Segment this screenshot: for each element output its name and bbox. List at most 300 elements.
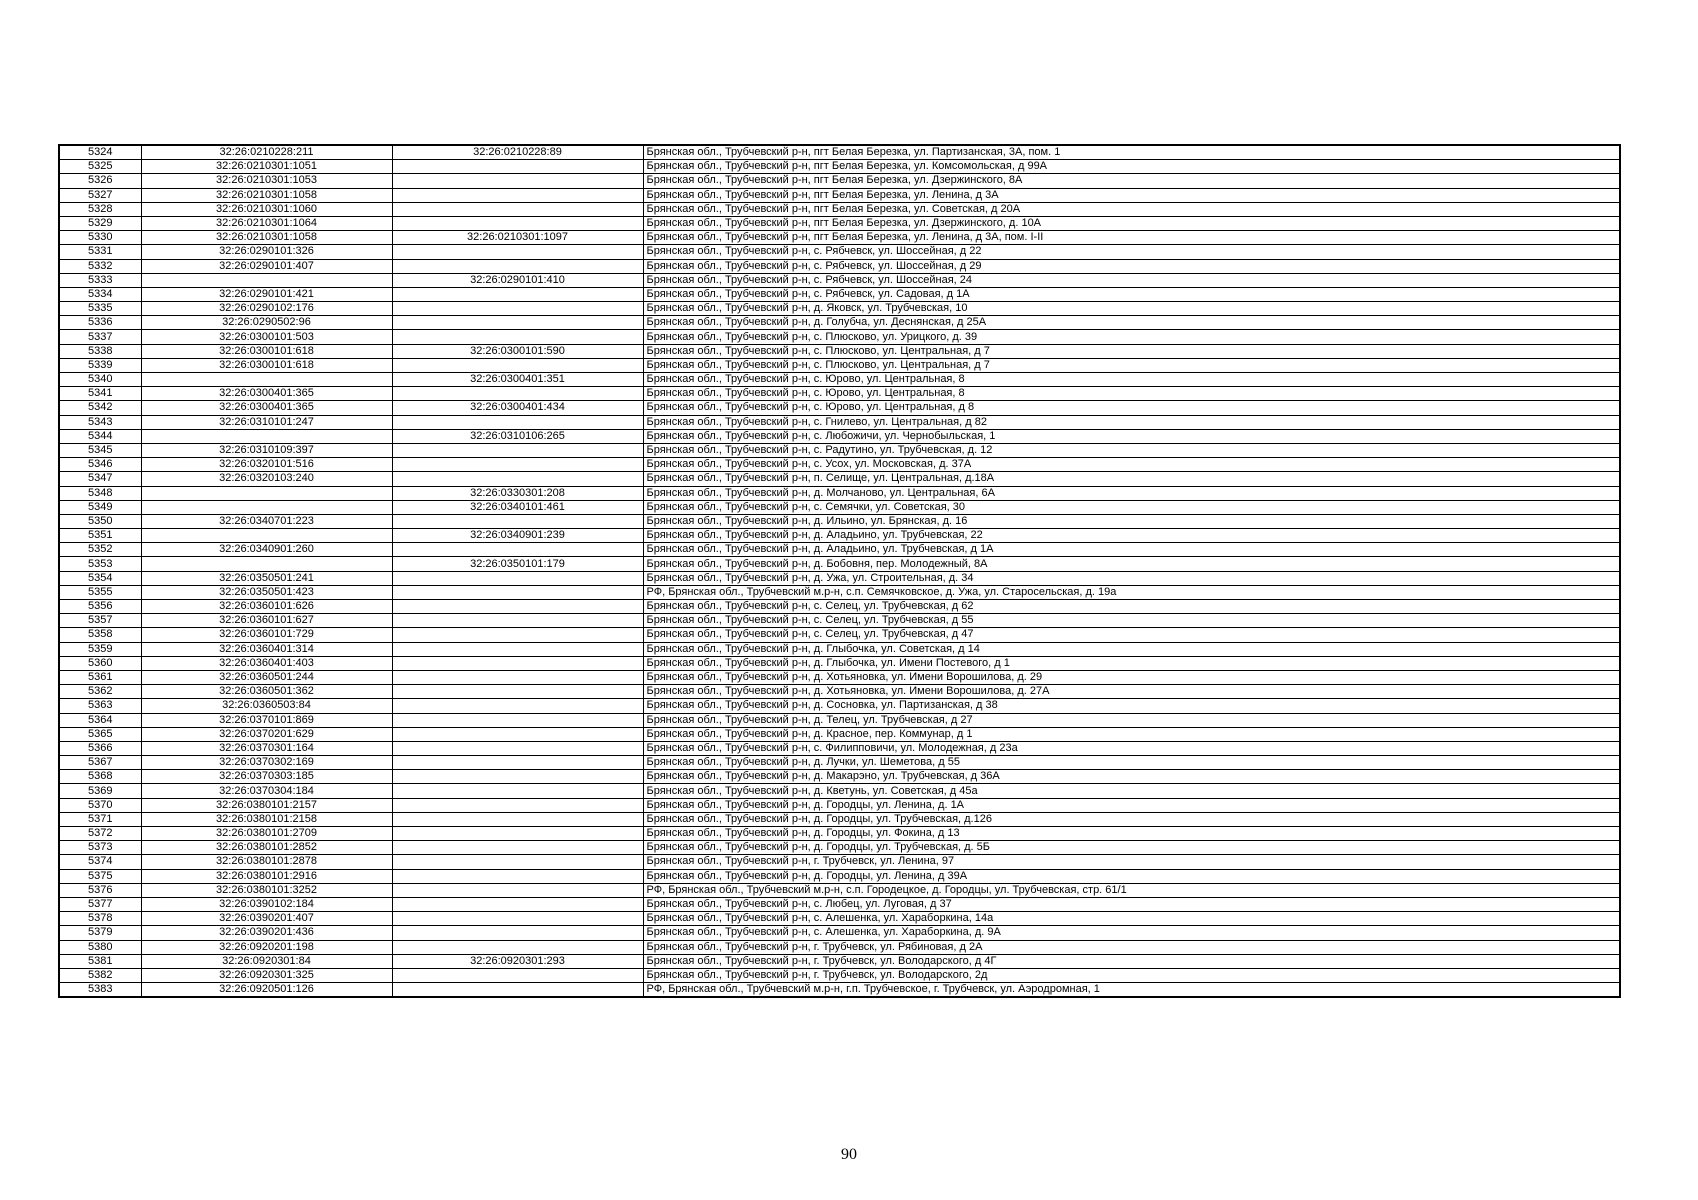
address-cell: Брянская обл., Трубчевский р-н, г. Трубчевск, ул. Ленина, 97	[643, 855, 1620, 869]
table-row	[59, 231, 1620, 245]
row-number-cell: 5361	[59, 670, 141, 684]
cadastral-number-cell: 32:26:0390201:407	[141, 912, 392, 926]
row-number-cell: 5337	[59, 330, 141, 344]
cadastral-number-cell: 32:26:0380101:3252	[141, 883, 392, 897]
row-number-cell: 5370	[59, 798, 141, 812]
row-number-cell: 5335	[59, 302, 141, 316]
row-number-cell: 5356	[59, 600, 141, 614]
row-number-cell: 5362	[59, 685, 141, 699]
table-row	[59, 202, 1620, 216]
cadastral-number-cell: 32:26:0290101:326	[141, 245, 392, 259]
table-row	[59, 699, 1620, 713]
cadastral-number-cell: 32:26:0380101:2157	[141, 798, 392, 812]
cadastral-number-cell	[141, 500, 392, 514]
table-row	[59, 841, 1620, 855]
row-number-cell: 5352	[59, 543, 141, 557]
parent-cadastral-number-cell	[392, 812, 643, 826]
parent-cadastral-number-cell	[392, 897, 643, 911]
parent-cadastral-number-cell	[392, 685, 643, 699]
cadastral-number-cell: 32:26:0290101:421	[141, 287, 392, 301]
table-row	[59, 770, 1620, 784]
row-number-cell: 5342	[59, 401, 141, 415]
address-cell: Брянская обл., Трубчевский р-н, г. Трубчевск, ул. Рябиновая, д 2А	[643, 940, 1620, 954]
row-number-cell: 5338	[59, 344, 141, 358]
parent-cadastral-number-cell	[392, 855, 643, 869]
row-number-cell: 5333	[59, 273, 141, 287]
address-cell: Брянская обл., Трубчевский р-н, с. Плюсково, ул. Урицкого, д. 39	[643, 330, 1620, 344]
address-cell: Брянская обл., Трубчевский р-н, пгт Белая Березка, ул. Дзержинского, 8А	[643, 174, 1620, 188]
parent-cadastral-number-cell	[392, 571, 643, 585]
table-row	[59, 897, 1620, 911]
parent-cadastral-number-cell	[392, 827, 643, 841]
parent-cadastral-number-cell: 32:26:0300401:351	[392, 373, 643, 387]
row-number-cell: 5368	[59, 770, 141, 784]
row-number-cell: 5366	[59, 741, 141, 755]
row-number-cell: 5345	[59, 443, 141, 457]
parent-cadastral-number-cell: 32:26:0340101:461	[392, 500, 643, 514]
table-row	[59, 302, 1620, 316]
cadastral-number-cell: 32:26:0360501:362	[141, 685, 392, 699]
address-cell: Брянская обл., Трубчевский р-н, д. Телец, ул. Трубчевская, д 27	[643, 713, 1620, 727]
cadastral-number-cell	[141, 529, 392, 543]
parent-cadastral-number-cell	[392, 302, 643, 316]
cadastral-number-cell: 32:26:0380101:2878	[141, 855, 392, 869]
parent-cadastral-number-cell	[392, 656, 643, 670]
parent-cadastral-number-cell	[392, 756, 643, 770]
row-number-cell: 5379	[59, 926, 141, 940]
parent-cadastral-number-cell	[392, 387, 643, 401]
address-cell: Брянская обл., Трубчевский р-н, пгт Белая Березка, ул. Ленина, д 3А	[643, 188, 1620, 202]
parent-cadastral-number-cell	[392, 798, 643, 812]
table-row	[59, 373, 1620, 387]
parent-cadastral-number-cell	[392, 770, 643, 784]
table-row	[59, 600, 1620, 614]
table-row	[59, 812, 1620, 826]
address-cell: Брянская обл., Трубчевский р-н, пгт Белая Березка, ул. Советская, д 20А	[643, 202, 1620, 216]
address-cell: Брянская обл., Трубчевский р-н, с. Юрово, ул. Центральная, 8	[643, 387, 1620, 401]
address-cell: Брянская обл., Трубчевский р-н, д. Лучки, ул. Шеметова, д 55	[643, 756, 1620, 770]
address-cell: Брянская обл., Трубчевский р-н, д. Яковск, ул. Трубчевская, 10	[643, 302, 1620, 316]
address-cell: Брянская обл., Трубчевский р-н, д. Хотьяновка, ул. Имени Ворошилова, д. 27А	[643, 685, 1620, 699]
table-row	[59, 500, 1620, 514]
address-cell: Брянская обл., Трубчевский р-н, д. Городцы, ул. Ленина, д. 1А	[643, 798, 1620, 812]
table-row	[59, 926, 1620, 940]
parent-cadastral-number-cell	[392, 514, 643, 528]
table-row	[59, 344, 1620, 358]
row-number-cell: 5348	[59, 486, 141, 500]
row-number-cell: 5347	[59, 472, 141, 486]
parent-cadastral-number-cell	[392, 741, 643, 755]
address-cell: Брянская обл., Трубчевский р-н, с. Рябчевск, ул. Шоссейная, д 22	[643, 245, 1620, 259]
table-row	[59, 741, 1620, 755]
table-row	[59, 174, 1620, 188]
cadastral-number-cell: 32:26:0360101:627	[141, 614, 392, 628]
address-cell: Брянская обл., Трубчевский р-н, с. Любожичи, ул. Чернобыльская, 1	[643, 429, 1620, 443]
address-cell: Брянская обл., Трубчевский р-н, с. Радутино, ул. Трубчевская, д. 12	[643, 443, 1620, 457]
row-number-cell: 5329	[59, 216, 141, 230]
parent-cadastral-number-cell	[392, 287, 643, 301]
parent-cadastral-number-cell	[392, 259, 643, 273]
address-cell: Брянская обл., Трубчевский р-н, д. Городцы, ул. Трубчевская, д. 5Б	[643, 841, 1620, 855]
cadastral-number-cell: 32:26:0380101:2158	[141, 812, 392, 826]
address-cell: Брянская обл., Трубчевский р-н, пгт Белая Березка, ул. Комсомольская, д 99А	[643, 160, 1620, 174]
cadastral-number-cell: 32:26:0380101:2852	[141, 841, 392, 855]
row-number-cell: 5377	[59, 897, 141, 911]
address-cell: Брянская обл., Трубчевский р-н, с. Гнилево, ул. Центральная, д 82	[643, 415, 1620, 429]
parent-cadastral-number-cell	[392, 614, 643, 628]
address-cell: Брянская обл., Трубчевский р-н, с. Юрово, ул. Центральная, д 8	[643, 401, 1620, 415]
row-number-cell: 5364	[59, 713, 141, 727]
row-number-cell: 5353	[59, 557, 141, 571]
parent-cadastral-number-cell	[392, 841, 643, 855]
cadastral-number-cell: 32:26:0370101:869	[141, 713, 392, 727]
parent-cadastral-number-cell	[392, 600, 643, 614]
row-number-cell: 5340	[59, 373, 141, 387]
cadastral-number-cell: 32:26:0380101:2916	[141, 869, 392, 883]
table-row	[59, 145, 1620, 160]
row-number-cell: 5357	[59, 614, 141, 628]
cadastral-number-cell: 32:26:0210301:1051	[141, 160, 392, 174]
table-row	[59, 273, 1620, 287]
parent-cadastral-number-cell	[392, 713, 643, 727]
row-number-cell: 5369	[59, 784, 141, 798]
parent-cadastral-number-cell	[392, 174, 643, 188]
table-row	[59, 529, 1620, 543]
cadastral-number-cell: 32:26:0310109:397	[141, 443, 392, 457]
cadastral-number-cell: 32:26:0300101:618	[141, 358, 392, 372]
table-row	[59, 415, 1620, 429]
row-number-cell: 5327	[59, 188, 141, 202]
table-row	[59, 245, 1620, 259]
row-number-cell: 5371	[59, 812, 141, 826]
parent-cadastral-number-cell	[392, 642, 643, 656]
cadastral-number-cell: 32:26:0300101:618	[141, 344, 392, 358]
parent-cadastral-number-cell: 32:26:0300101:590	[392, 344, 643, 358]
row-number-cell: 5336	[59, 316, 141, 330]
cadastral-number-cell: 32:26:0370201:629	[141, 727, 392, 741]
address-cell: Брянская обл., Трубчевский р-н, с. Алешенка, ул. Хараборкина, 14а	[643, 912, 1620, 926]
table-row	[59, 472, 1620, 486]
row-number-cell: 5324	[59, 145, 141, 160]
parent-cadastral-number-cell	[392, 585, 643, 599]
cadastral-number-cell: 32:26:0360101:729	[141, 628, 392, 642]
cadastral-number-cell: 32:26:0290101:407	[141, 259, 392, 273]
address-cell: Брянская обл., Трубчевский р-н, пгт Белая Березка, ул. Партизанская, 3А, пом. 1	[643, 145, 1620, 160]
address-cell: Брянская обл., Трубчевский р-н, д. Глыбочка, ул. Советская, д 14	[643, 642, 1620, 656]
parent-cadastral-number-cell	[392, 443, 643, 457]
row-number-cell: 5326	[59, 174, 141, 188]
parent-cadastral-number-cell	[392, 316, 643, 330]
row-number-cell: 5374	[59, 855, 141, 869]
address-cell: Брянская обл., Трубчевский р-н, пгт Белая Березка, ул. Ленина, д 3А, пом. I-II	[643, 231, 1620, 245]
row-number-cell: 5334	[59, 287, 141, 301]
address-cell: Брянская обл., Трубчевский р-н, д. Сосновка, ул. Партизанская, д 38	[643, 699, 1620, 713]
cadastral-number-cell: 32:26:0370301:164	[141, 741, 392, 755]
row-number-cell: 5382	[59, 968, 141, 982]
address-cell: Брянская обл., Трубчевский р-н, пгт Белая Березка, ул. Дзержинского, д. 10А	[643, 216, 1620, 230]
cadastral-number-cell: 32:26:0920301:84	[141, 954, 392, 968]
table-row	[59, 259, 1620, 273]
table-row	[59, 188, 1620, 202]
cadastral-number-cell: 32:26:0360503:84	[141, 699, 392, 713]
cadastral-number-cell: 32:26:0320103:240	[141, 472, 392, 486]
table-row	[59, 869, 1620, 883]
table-row	[59, 912, 1620, 926]
cadastral-number-cell: 32:26:0310101:247	[141, 415, 392, 429]
cadastral-number-cell: 32:26:0210228:211	[141, 145, 392, 160]
table-row	[59, 216, 1620, 230]
address-cell: Брянская обл., Трубчевский р-н, г. Трубчевск, ул. Володарского, д 4Г	[643, 954, 1620, 968]
parent-cadastral-number-cell: 32:26:0210301:1097	[392, 231, 643, 245]
row-number-cell: 5378	[59, 912, 141, 926]
table-row	[59, 827, 1620, 841]
cadastral-number-cell: 32:26:0380101:2709	[141, 827, 392, 841]
cadastral-number-cell: 32:26:0290102:176	[141, 302, 392, 316]
table-row	[59, 458, 1620, 472]
table-row	[59, 571, 1620, 585]
address-cell: Брянская обл., Трубчевский р-н, д. Молчаново, ул. Центральная, 6А	[643, 486, 1620, 500]
address-cell: Брянская обл., Трубчевский р-н, с. Рябчевск, ул. Шоссейная, 24	[643, 273, 1620, 287]
row-number-cell: 5381	[59, 954, 141, 968]
address-cell: Брянская обл., Трубчевский р-н, п. Селище, ул. Центральная, д.18А	[643, 472, 1620, 486]
address-cell: Брянская обл., Трубчевский р-н, д. Городцы, ул. Фокина, д 13	[643, 827, 1620, 841]
cadastral-number-cell: 32:26:0920201:198	[141, 940, 392, 954]
address-cell: Брянская обл., Трубчевский р-н, г. Трубчевск, ул. Володарского, 2д	[643, 968, 1620, 982]
parent-cadastral-number-cell	[392, 912, 643, 926]
row-number-cell: 5380	[59, 940, 141, 954]
parent-cadastral-number-cell	[392, 543, 643, 557]
cadastral-number-cell	[141, 429, 392, 443]
parent-cadastral-number-cell	[392, 188, 643, 202]
cadastral-number-cell	[141, 373, 392, 387]
parent-cadastral-number-cell	[392, 415, 643, 429]
address-cell: Брянская обл., Трубчевский р-н, д. Макарэно, ул. Трубчевская, д 36А	[643, 770, 1620, 784]
parent-cadastral-number-cell	[392, 160, 643, 174]
address-cell: Брянская обл., Трубчевский р-н, д. Глыбочка, ул. Имени Постевого, д 1	[643, 656, 1620, 670]
row-number-cell: 5358	[59, 628, 141, 642]
cadastral-number-cell	[141, 273, 392, 287]
table-row	[59, 543, 1620, 557]
address-cell: Брянская обл., Трубчевский р-н, д. Городцы, ул. Трубчевская, д.126	[643, 812, 1620, 826]
parent-cadastral-number-cell	[392, 869, 643, 883]
address-cell: Брянская обл., Трубчевский р-н, с. Любец, ул. Луговая, д 37	[643, 897, 1620, 911]
cadastral-number-cell: 32:26:0300401:365	[141, 401, 392, 415]
cadastral-number-cell: 32:26:0350501:241	[141, 571, 392, 585]
row-number-cell: 5360	[59, 656, 141, 670]
table-row	[59, 756, 1620, 770]
address-cell: Брянская обл., Трубчевский р-н, д. Ужа, ул. Строительная, д. 34	[643, 571, 1620, 585]
parent-cadastral-number-cell	[392, 216, 643, 230]
row-number-cell: 5341	[59, 387, 141, 401]
parent-cadastral-number-cell: 32:26:0330301:208	[392, 486, 643, 500]
row-number-cell: 5344	[59, 429, 141, 443]
table-row	[59, 784, 1620, 798]
row-number-cell: 5367	[59, 756, 141, 770]
row-number-cell: 5350	[59, 514, 141, 528]
address-cell: РФ, Брянская обл., Трубчевский м.р-н, с.п. Городецкое, д. Городцы, ул. Трубчевская, стр. 61/1	[643, 883, 1620, 897]
cadastral-number-cell: 32:26:0370302:169	[141, 756, 392, 770]
parent-cadastral-number-cell	[392, 245, 643, 259]
parent-cadastral-number-cell	[392, 727, 643, 741]
table-row	[59, 358, 1620, 372]
parent-cadastral-number-cell	[392, 358, 643, 372]
table-row	[59, 429, 1620, 443]
cadastral-number-cell	[141, 486, 392, 500]
address-cell: Брянская обл., Трубчевский р-н, с. Плюсково, ул. Центральная, д 7	[643, 358, 1620, 372]
cadastral-number-cell: 32:26:0300101:503	[141, 330, 392, 344]
cadastral-number-cell: 32:26:0390102:184	[141, 897, 392, 911]
table-row	[59, 983, 1620, 998]
table-row	[59, 316, 1620, 330]
address-cell: Брянская обл., Трубчевский р-н, с. Филипповичи, ул. Молодежная, д 23а	[643, 741, 1620, 755]
row-number-cell: 5373	[59, 841, 141, 855]
table-row	[59, 883, 1620, 897]
table-row	[59, 954, 1620, 968]
row-number-cell: 5332	[59, 259, 141, 273]
parent-cadastral-number-cell	[392, 330, 643, 344]
address-cell: Брянская обл., Трубчевский р-н, д. Бобовня, пер. Молодежный, 8А	[643, 557, 1620, 571]
cadastral-number-cell: 32:26:0210301:1058	[141, 188, 392, 202]
parent-cadastral-number-cell	[392, 983, 643, 998]
cadastral-number-cell: 32:26:0210301:1053	[141, 174, 392, 188]
cadastral-number-cell: 32:26:0340901:260	[141, 543, 392, 557]
parent-cadastral-number-cell	[392, 784, 643, 798]
cadastral-number-cell: 32:26:0320101:516	[141, 458, 392, 472]
registry-table-body	[59, 145, 1620, 997]
table-row	[59, 557, 1620, 571]
parent-cadastral-number-cell: 32:26:0310106:265	[392, 429, 643, 443]
cadastral-number-cell: 32:26:0360401:403	[141, 656, 392, 670]
parent-cadastral-number-cell: 32:26:0340901:239	[392, 529, 643, 543]
address-cell: Брянская обл., Трубчевский р-н, с. Селец, ул. Трубчевская, д 47	[643, 628, 1620, 642]
table-row	[59, 330, 1620, 344]
table-row	[59, 855, 1620, 869]
cadastral-number-cell: 32:26:0210301:1058	[141, 231, 392, 245]
parent-cadastral-number-cell: 32:26:0920301:293	[392, 954, 643, 968]
row-number-cell: 5343	[59, 415, 141, 429]
cadastral-number-cell: 32:26:0360401:314	[141, 642, 392, 656]
table-row	[59, 614, 1620, 628]
parent-cadastral-number-cell	[392, 883, 643, 897]
table-row	[59, 727, 1620, 741]
address-cell: Брянская обл., Трубчевский р-н, д. Хотьяновка, ул. Имени Ворошилова, д. 29	[643, 670, 1620, 684]
address-cell: Брянская обл., Трубчевский р-н, д. Ильино, ул. Брянская, д. 16	[643, 514, 1620, 528]
parent-cadastral-number-cell: 32:26:0350101:179	[392, 557, 643, 571]
table-row	[59, 160, 1620, 174]
address-cell: Брянская обл., Трубчевский р-н, с. Рябчевск, ул. Шоссейная, д 29	[643, 259, 1620, 273]
cadastral-number-cell: 32:26:0290502:96	[141, 316, 392, 330]
table-row	[59, 401, 1620, 415]
cadastral-number-cell: 32:26:0210301:1064	[141, 216, 392, 230]
row-number-cell: 5375	[59, 869, 141, 883]
parent-cadastral-number-cell	[392, 458, 643, 472]
parent-cadastral-number-cell	[392, 670, 643, 684]
address-cell: Брянская обл., Трубчевский р-н, с. Семячки, ул. Советская, 30	[643, 500, 1620, 514]
cadastral-number-cell: 32:26:0390201:436	[141, 926, 392, 940]
table-row	[59, 628, 1620, 642]
row-number-cell: 5351	[59, 529, 141, 543]
row-number-cell: 5339	[59, 358, 141, 372]
parent-cadastral-number-cell: 32:26:0210228:89	[392, 145, 643, 160]
row-number-cell: 5355	[59, 585, 141, 599]
cadastral-number-cell: 32:26:0920501:126	[141, 983, 392, 998]
cadastral-number-cell: 32:26:0370303:185	[141, 770, 392, 784]
address-cell: Брянская обл., Трубчевский р-н, д. Голубча, ул. Деснянская, д 25А	[643, 316, 1620, 330]
table-row	[59, 940, 1620, 954]
table-row	[59, 713, 1620, 727]
cadastral-number-cell: 32:26:0340701:223	[141, 514, 392, 528]
row-number-cell: 5346	[59, 458, 141, 472]
address-cell: Брянская обл., Трубчевский р-н, с. Плюсково, ул. Центральная, д 7	[643, 344, 1620, 358]
row-number-cell: 5349	[59, 500, 141, 514]
address-cell: Брянская обл., Трубчевский р-н, д. Городцы, ул. Ленина, д 39А	[643, 869, 1620, 883]
table-row	[59, 685, 1620, 699]
parent-cadastral-number-cell	[392, 472, 643, 486]
address-cell: РФ, Брянская обл., Трубчевский м.р-н, г.п. Трубчевское, г. Трубчевск, ул. Аэродромная, 1	[643, 983, 1620, 998]
cadastral-number-cell: 32:26:0360101:626	[141, 600, 392, 614]
address-cell: Брянская обл., Трубчевский р-н, с. Усох, ул. Московская, д. 37А	[643, 458, 1620, 472]
table-row	[59, 670, 1620, 684]
row-number-cell: 5328	[59, 202, 141, 216]
address-cell: Брянская обл., Трубчевский р-н, д. Аладьино, ул. Трубчевская, 22	[643, 529, 1620, 543]
row-number-cell: 5372	[59, 827, 141, 841]
cadastral-number-cell: 32:26:0920301:325	[141, 968, 392, 982]
row-number-cell: 5354	[59, 571, 141, 585]
address-cell: Брянская обл., Трубчевский р-н, д. Аладьино, ул. Трубчевская, д 1А	[643, 543, 1620, 557]
table-row	[59, 642, 1620, 656]
row-number-cell: 5363	[59, 699, 141, 713]
row-number-cell: 5331	[59, 245, 141, 259]
row-number-cell: 5376	[59, 883, 141, 897]
cadastral-number-cell: 32:26:0210301:1060	[141, 202, 392, 216]
table-row	[59, 287, 1620, 301]
row-number-cell: 5330	[59, 231, 141, 245]
table-row	[59, 585, 1620, 599]
address-cell: Брянская обл., Трубчевский р-н, с. Селец, ул. Трубчевская, д 62	[643, 600, 1620, 614]
address-cell: Брянская обл., Трубчевский р-н, д. Красное, пер. Коммунар, д 1	[643, 727, 1620, 741]
parent-cadastral-number-cell	[392, 628, 643, 642]
parent-cadastral-number-cell	[392, 202, 643, 216]
table-row	[59, 798, 1620, 812]
row-number-cell: 5383	[59, 983, 141, 998]
row-number-cell: 5359	[59, 642, 141, 656]
table-row	[59, 387, 1620, 401]
cadastral-number-cell: 32:26:0300401:365	[141, 387, 392, 401]
table-row	[59, 443, 1620, 457]
address-cell: Брянская обл., Трубчевский р-н, с. Алешенка, ул. Хараборкина, д. 9А	[643, 926, 1620, 940]
cadastral-number-cell: 32:26:0350501:423	[141, 585, 392, 599]
address-cell: Брянская обл., Трубчевский р-н, с. Селец, ул. Трубчевская, д 55	[643, 614, 1620, 628]
parent-cadastral-number-cell	[392, 940, 643, 954]
parent-cadastral-number-cell	[392, 926, 643, 940]
table-row	[59, 514, 1620, 528]
parent-cadastral-number-cell	[392, 968, 643, 982]
address-cell: РФ, Брянская обл., Трубчевский м.р-н, с.п. Семячковское, д. Ужа, ул. Старосельская, д. 19а	[643, 585, 1620, 599]
row-number-cell: 5365	[59, 727, 141, 741]
parent-cadastral-number-cell: 32:26:0300401:434	[392, 401, 643, 415]
address-cell: Брянская обл., Трубчевский р-н, с. Юрово, ул. Центральная, 8	[643, 373, 1620, 387]
parent-cadastral-number-cell: 32:26:0290101:410	[392, 273, 643, 287]
address-cell: Брянская обл., Трубчевский р-н, с. Рябчевск, ул. Садовая, д 1А	[643, 287, 1620, 301]
address-cell: Брянская обл., Трубчевский р-н, д. Кветунь, ул. Советская, д 45а	[643, 784, 1620, 798]
table-row	[59, 656, 1620, 670]
row-number-cell: 5325	[59, 160, 141, 174]
table-row	[59, 968, 1620, 982]
registry-table	[58, 144, 1621, 998]
cadastral-number-cell	[141, 557, 392, 571]
table-row	[59, 486, 1620, 500]
page-number: 90	[841, 1146, 857, 1163]
